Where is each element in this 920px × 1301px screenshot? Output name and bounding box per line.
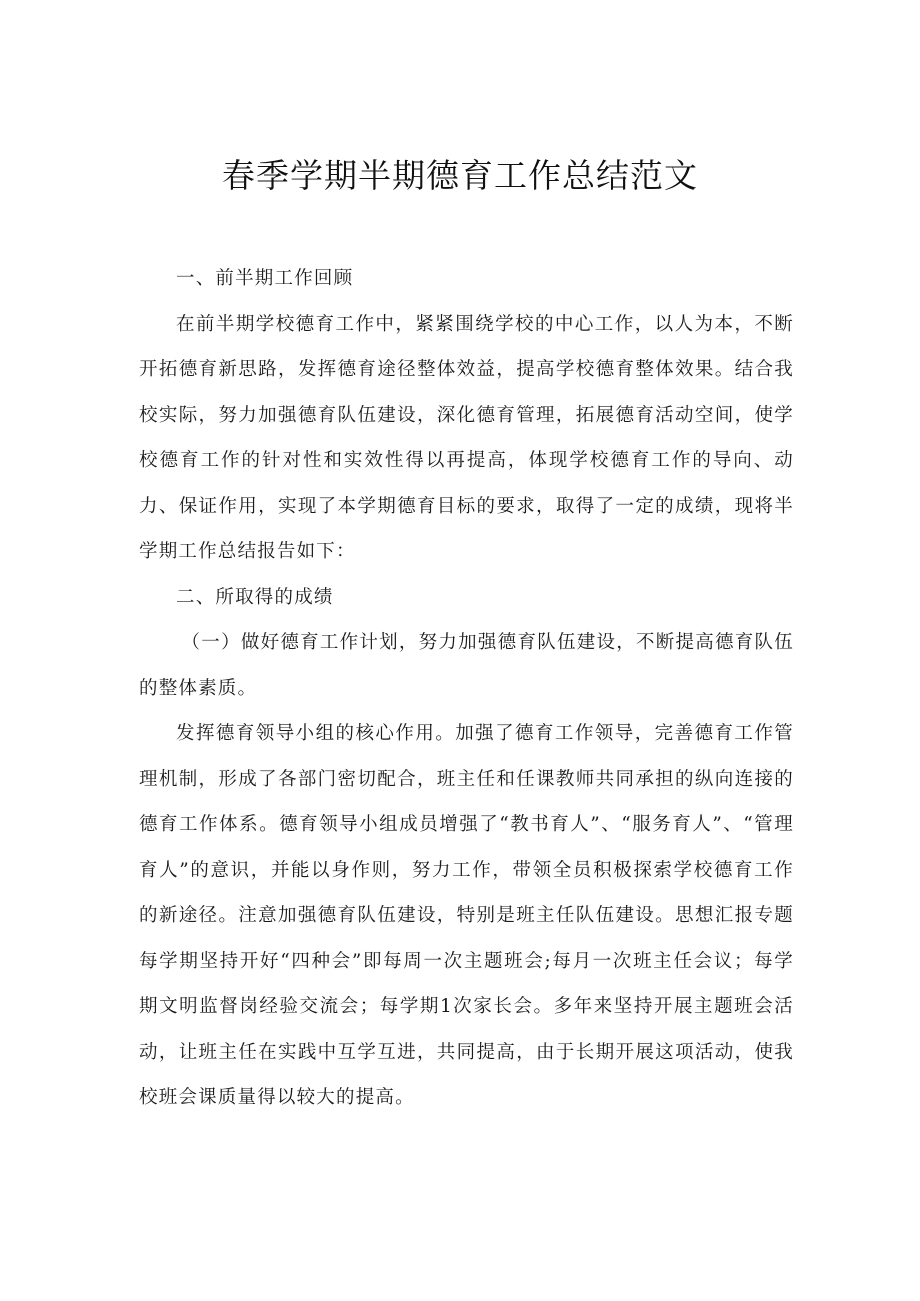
document-title: 春季学期半期德育工作总结范文 (222, 156, 698, 195)
subsection-heading-plan: （一）做好德育工作计划，努力加强德育队伍建设，不断提高德育队伍的整体素质。 (139, 632, 794, 699)
section-heading-review: 一、前半期工作回顾 (176, 268, 354, 289)
intro-paragraph: 在前半期学校德育工作中，紧紧围绕学校的中心工作，以人为本，不断开拓德育新思路，发挥德育途径整体效益，提高学校德育整体效果。结合我校实际，努力加强德育队伍建设，深化德育管理，拓展德育活动空间，使学校德育工作的针对性和实效性得以再提高，体现学校德育工作的导向、动力、保证作用，实现了本学期德育目标的要求，取得了一定的成绩，现将半学期工作总结报告如下： (139, 313, 794, 562)
document-body (139, 256, 794, 1121)
section-heading-achievements: 二、所取得的成绩 (176, 586, 334, 608)
body-paragraph-leadership: 发挥德育领导小组的核心作用。加强了德育工作领导，完善德育工作管理机制，形成了各部门密切配合，班主任和任课教师共同承担的纵向连接的德育工作体系。德育领导小组成员增强了“教书育人”、“服务育人”、“管理育人”的意识，并能以身作则，努力工作，带领全员积极探索学校德育工作的新途径。注意加强德育队伍建设，特别是班主任队伍建设。思想汇报专题每学期坚持开好“四种会”即每周一次主题班会;每月一次班主任会议；每学期文明监督岗经验交流会；每学期1次家长会。多年来坚持开展主题班会活动，让班主任在实践中互学互进，共同提高，由于长期开展这项活动，使我校班会课质量得以较大的提高。 (139, 723, 794, 1108)
